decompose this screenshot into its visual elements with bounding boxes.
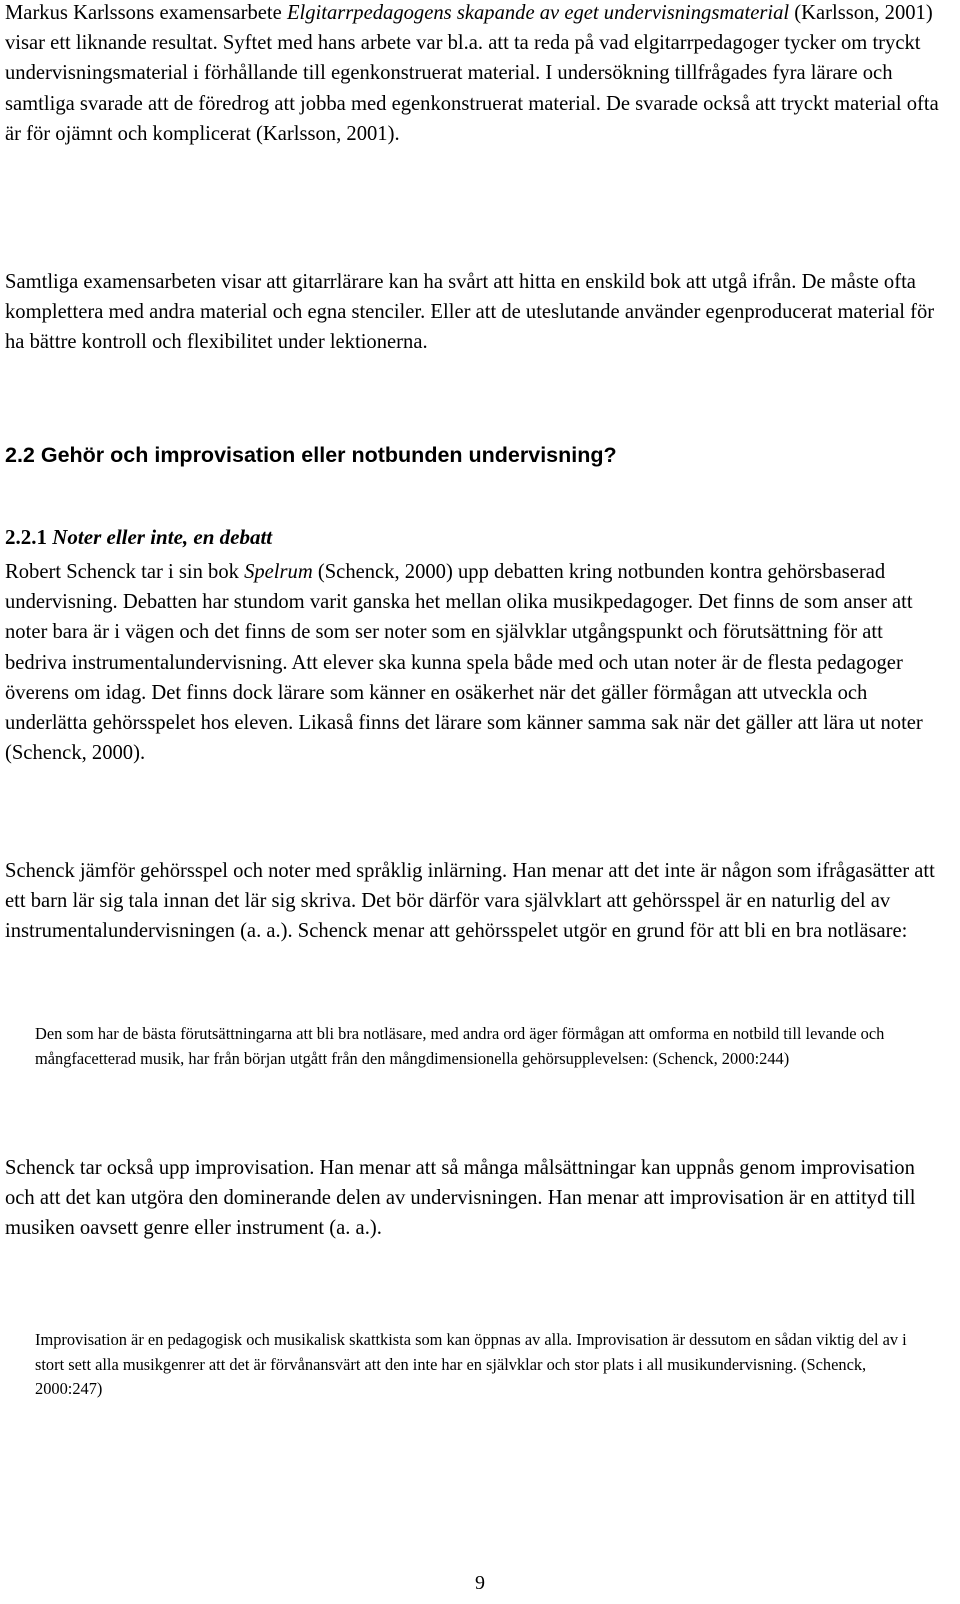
thesis-title: Elgitarrpedagogens skapande av eget undervisningsmaterial bbox=[286, 2, 790, 24]
paragraph-text: (Karlsson, 2001) visar ett liknande resultat. Syftet med hans arbete var bl.a. att ta reda på vad elgitarrpedagoger tycker om tryckt undervisningsmaterial i förhållande till egenkonstruerat material. I undersökning tillfrågades fyra lärare och samtliga svarade att de föredrog att jobba med egenkonstruerat material. De svarade också att tryckt material ofta är för ojämnt och komplicerat (Karlsson, 2001). bbox=[5, 2, 939, 145]
paragraph-text: Markus Karlssons examensarbete bbox=[5, 2, 287, 24]
paragraph-schenck-debatt bbox=[5, 557, 949, 768]
paragraph-examensarbeten: Samtliga examensarbeten visar att gitarrlärare kan ha svårt att hitta en enskild bok att utgå ifrån. De måste ofta komplettera med andra material och egna stenciler. Eller att de uteslutande använder egenproducerat material för ha bättre kontroll och flexibilitet under lektionerna. bbox=[5, 271, 935, 354]
subsection-number: 2.2.1 bbox=[5, 525, 47, 549]
block-quote-improvisation: Improvisation är en pedagogisk och musikalisk skattkista som kan öppnas av alla. Improvisation är dessutom en sådan viktig del av i stort sett alla musikgenrer att det är förvånansvärt att den inte har en självklar och stor plats i all musikundervisning. (Schenck, 2000:247) bbox=[35, 1330, 907, 1398]
paragraph-gehorsspel: Schenck jämför gehörsspel och noter med språklig inlärning. Han menar att det inte är någon som ifrågasätter att ett barn lär sig tala innan det lär sig skriva. Det bör därför vara självklart att gehörsspel är en naturlig del av instrumentalundervisningen (a. a.). Schenck menar att gehörsspelet utgör en grund för att bli en bra notläsare: bbox=[5, 860, 935, 943]
paragraph-text: (Schenck, 2000) upp debatten kring notbunden kontra gehörsbaserad undervisning. Debatten har stundom varit ganska het mellan olika musikpedagoger. Det finns de som anser att noter bara är i vägen och det finns de som ser noter som en självklar utgångspunkt och förutsättning för att bedriva instrumentalundervisning. Att elever ska kunna spela både med och utan noter är de flesta pedagoger överens om idag. Det finns dock lärare som känner en osäkerhet när det gäller förmågan att utveckla och underlätta gehörsspelet hos eleven. Likaså finns det lärare som känner samma sak när det gäller att lära ut noter (Schenck, 2000). bbox=[5, 561, 923, 765]
paragraph-karlsson bbox=[5, 0, 949, 149]
section-heading: 2.2 Gehör och improvisation eller notbunden undervisning? bbox=[5, 443, 617, 467]
page-number: 9 bbox=[475, 1572, 485, 1594]
subsection-title: Noter eller inte, en debatt bbox=[47, 525, 273, 549]
paragraph-text: Robert Schenck tar i sin bok bbox=[5, 561, 245, 583]
subsection-heading bbox=[5, 523, 272, 551]
paragraph-improvisation: Schenck tar också upp improvisation. Han menar att så många målsättningar kan uppnås genom improvisation och att det kan utgöra den dominerande delen av undervisningen. Han menar att improvisation är en attityd till musiken oavsett genre eller instrument (a. a.). bbox=[5, 1157, 916, 1240]
book-title: Spelrum bbox=[244, 561, 313, 583]
block-quote-notlasare: Den som har de bästa förutsättningarna att bli bra notläsare, med andra ord äger förmågan att omforma en notbild till levande och mångfacetterad musik, har från början utgått från den mångdimensionella gehörsupplevelsen: (Schenck, 2000:244) bbox=[35, 1024, 885, 1068]
